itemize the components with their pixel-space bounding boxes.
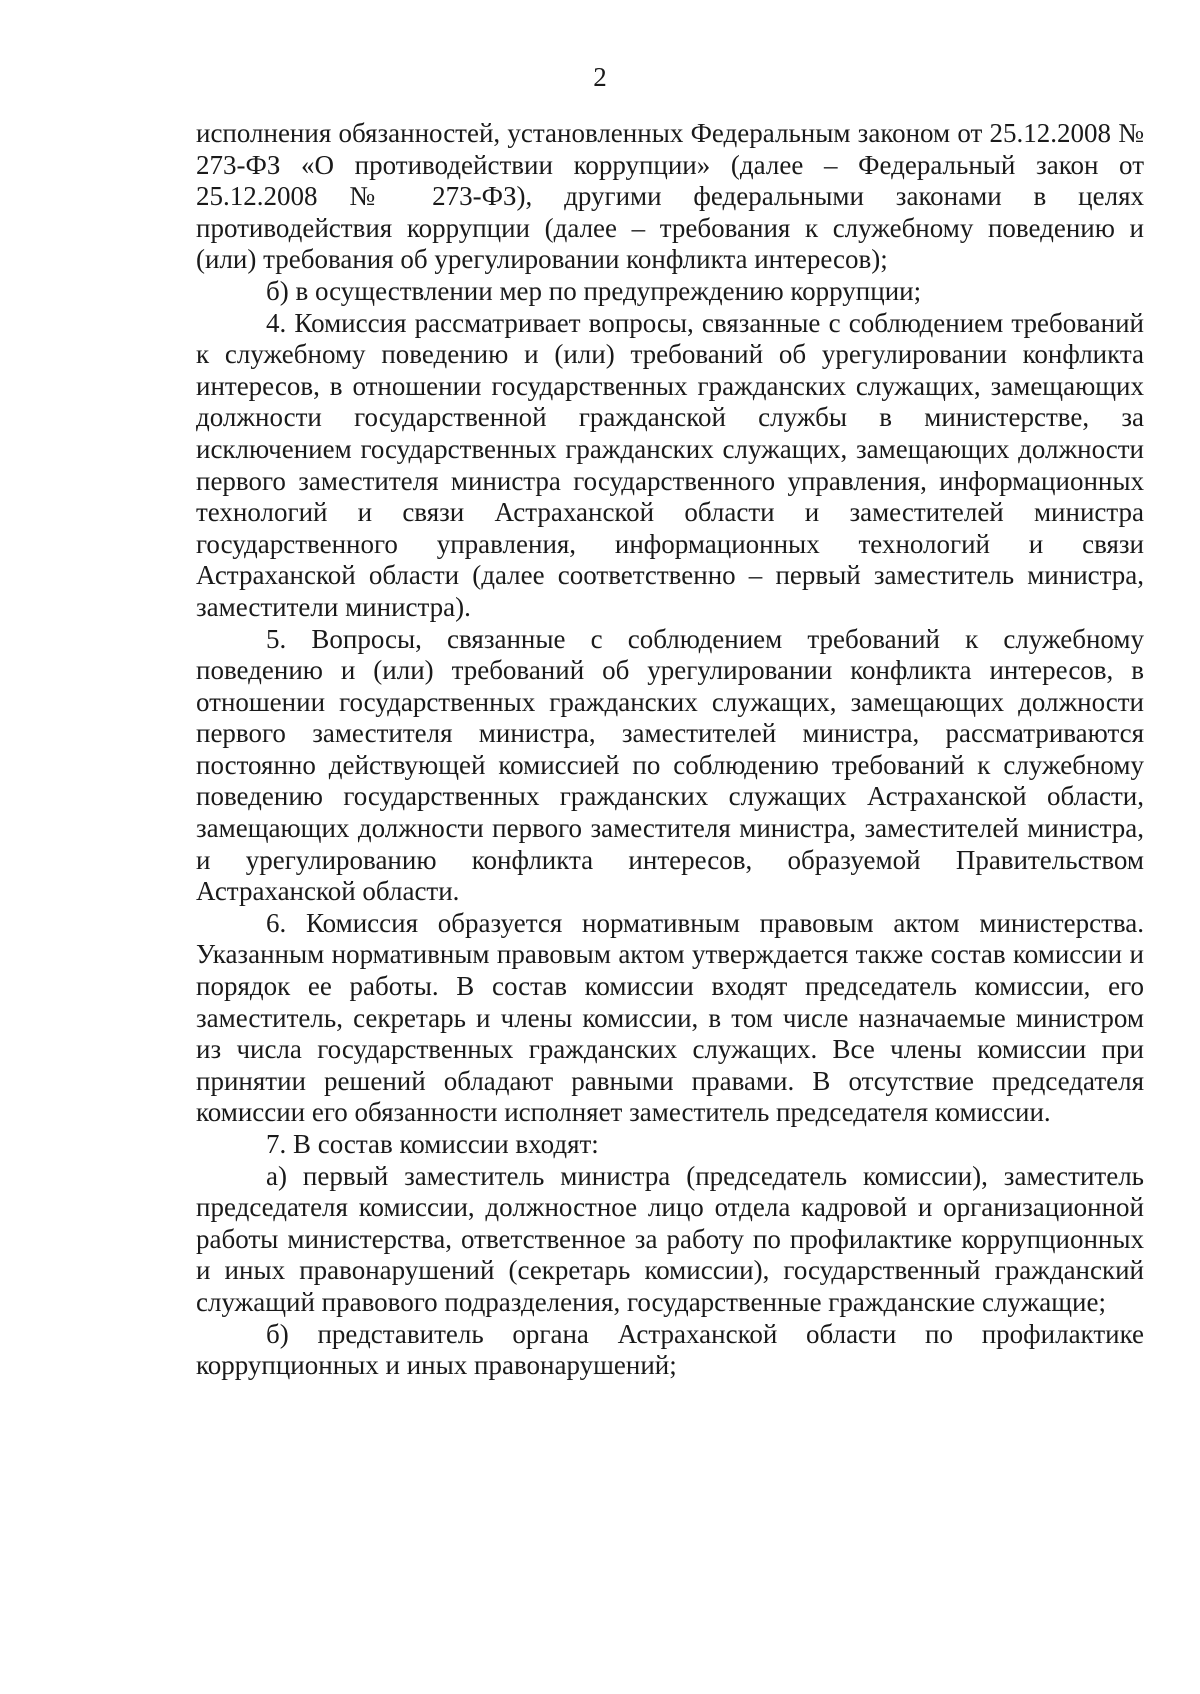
paragraph-5: 5. Вопросы, связанные с соблюдением требований к служебному поведению и (или) требований об урегулировании конфликта интересов, в отношении государственных гражданских служащих, замещающих должности первого заместителя министра, заместителей министра, рассматриваются постоянно действующей комиссией по соблюдению требований к служебному поведению государственных гражданских служащих Астраханской области, замещающих должности первого заместителя министра, заместителей министра, и урегулированию конфликта интересов, образуемой Правительством Астраханской области. bbox=[196, 623, 1144, 907]
paragraph-continuation: исполнения обязанностей, установленных Федеральным законом от 25.12.2008 № 273-ФЗ «О противодействии коррупции» (далее – Федеральный закон от 25.12.2008 № 273-ФЗ), другими федеральными законами в целях противодействия коррупции (далее – требования к служебному поведению и (или) требования об урегулировании конфликта интересов); bbox=[196, 118, 1144, 275]
paragraph-7b: б) представитель органа Астраханской области по профилактике коррупционных и иных правонарушений; bbox=[196, 1318, 1144, 1381]
paragraph-7: 7. В состав комиссии входят: bbox=[266, 1129, 599, 1159]
paragraph-item-b: б) в осуществлении мер по предупреждению коррупции; bbox=[266, 275, 922, 306]
paragraph-7a: а) первый заместитель министра (председатель комиссии), заместитель председателя комиссии, должностное лицо отдела кадровой и организационной работы министерства, ответственное за работу по профилактике коррупционных и иных правонарушений (секретарь комиссии), государственный гражданский служащий правового подразделения, государственные гражданские служащие; bbox=[196, 1160, 1144, 1317]
page-number: 2 bbox=[593, 62, 607, 92]
document-body bbox=[196, 118, 1144, 1382]
paragraph-6: 6. Комиссия образуется нормативным правовым актом министерства. Указанным нормативным правовым актом утверждается также состав комиссии и порядок ее работы. В состав комиссии входят председатель комиссии, его заместитель, секретарь и члены комиссии, в том числе назначаемые министром из числа государственных гражданских служащих. Все члены комиссии при принятии решений обладают равными правами. В отсутствие председателя комиссии его обязанности исполняет заместитель председателя комиссии. bbox=[196, 907, 1144, 1128]
paragraph-4: 4. Комиссия рассматривает вопросы, связанные с соблюдением требований к служебному поведению и (или) требований об урегулировании конфликта интересов, в отношении государственных гражданских служащих, замещающих должности государственной гражданской службы в министерстве, за исключением государственных гражданских служащих, замещающих должности первого заместителя министра государственного управления, информационных технологий и связи Астраханской области и заместителей министра государственного управления, информационных технологий и связи Астраханской области (далее соответственно – первый заместитель министра, заместители министра). bbox=[196, 307, 1144, 622]
